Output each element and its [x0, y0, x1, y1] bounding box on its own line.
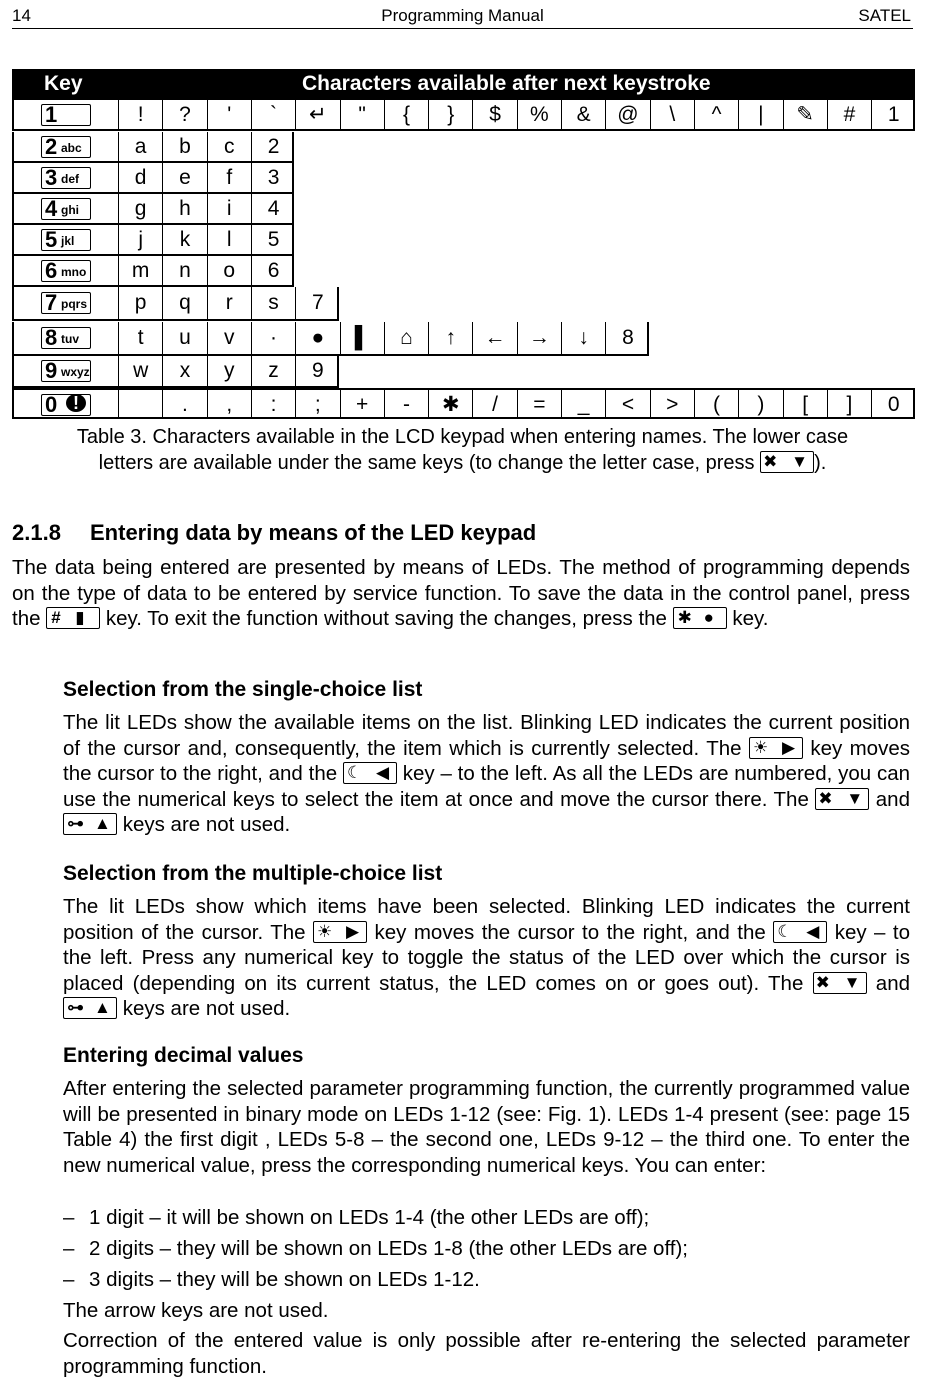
key-letters: mno — [61, 265, 87, 279]
table-cell: 5 — [251, 225, 295, 254]
table-row — [12, 194, 294, 225]
table-cell: ← — [472, 322, 516, 354]
table-cell: z — [251, 356, 295, 386]
key-digit: 0 — [45, 392, 58, 417]
keypad-key-icon — [41, 198, 91, 220]
key-letters: jkl — [61, 234, 75, 248]
table-row — [12, 163, 294, 194]
table-cell: : — [251, 390, 295, 417]
col-chars-header: Characters available after next keystroke — [302, 72, 711, 95]
table-cell: ( — [694, 390, 738, 417]
key-cell — [14, 100, 118, 129]
bullet-dash: – — [63, 1237, 75, 1260]
key-cell — [14, 356, 118, 386]
sun-right-key-icon: ☀ ▶ — [313, 921, 367, 943]
list-item-text: 1 digit – it will be shown on LEDs 1-4 (the other LEDs are off); — [89, 1206, 650, 1229]
key-cell — [14, 194, 118, 223]
table-cell: ↵ — [295, 100, 339, 129]
decimal-heading: Entering decimal values — [63, 1044, 304, 1067]
key-cell — [14, 256, 118, 285]
section-title: Entering data by means of the LED keypad — [90, 520, 537, 545]
multi-choice-text — [63, 894, 910, 1022]
key-digit: 4 — [45, 196, 58, 221]
header-brand: SATEL — [858, 6, 911, 25]
key-letters: ghi — [61, 203, 79, 217]
key-cell — [14, 225, 118, 254]
list-item-text: 2 digits – they will be shown on LEDs 1-8 (the other LEDs are off); — [89, 1237, 688, 1260]
decimal-p2 — [63, 1298, 910, 1324]
table-cell: ` — [251, 100, 295, 129]
key-letters: def — [61, 172, 79, 186]
table-cell: 2 — [251, 132, 295, 161]
decimal-p3 — [63, 1328, 910, 1379]
decimal-p2-text: The arrow keys are not used. — [63, 1299, 329, 1322]
section-number: 2.1.8 — [12, 520, 61, 545]
table-row — [12, 322, 649, 356]
x-down-key-icon: ✖ ▼ — [813, 972, 867, 994]
table-cell: & — [561, 100, 605, 129]
table-cell: y — [207, 356, 251, 386]
table-cell: " — [340, 100, 384, 129]
table-cell: ' — [207, 100, 251, 129]
table-cell: + — [340, 390, 384, 417]
table-cell: p — [118, 287, 162, 319]
table-cell: % — [517, 100, 561, 129]
table-cell: - — [384, 390, 428, 417]
table-cell: = — [517, 390, 561, 417]
table-cell: e — [162, 163, 206, 192]
table-cell: → — [517, 322, 561, 354]
col-key-header: Key — [44, 72, 83, 95]
key-cell — [14, 287, 118, 319]
multi-text-e: keys are not used. — [122, 997, 291, 1020]
table-cell: ⌂ — [384, 322, 428, 354]
table-row — [12, 256, 294, 287]
table-cell — [118, 390, 162, 417]
keypad-key-icon — [41, 327, 91, 349]
table-cell: @ — [605, 100, 649, 129]
table-row — [12, 100, 915, 131]
bullet-dash: – — [63, 1268, 75, 1291]
section-intro — [12, 555, 910, 632]
table-cell: ✱ — [428, 390, 472, 417]
list-item — [63, 1206, 649, 1230]
key-digit: 8 — [45, 325, 58, 350]
bullet-dash: – — [63, 1206, 75, 1229]
single-text-b: key moves the cursor to the right, and the — [63, 736, 910, 785]
list-item-text: 3 digits – they will be shown on LEDs 1-12. — [89, 1268, 480, 1291]
table-cell: 4 — [251, 194, 295, 223]
key-digit: 3 — [45, 165, 58, 190]
single-choice-text — [63, 710, 910, 838]
keypad-key-icon — [41, 229, 91, 251]
key-cell — [14, 390, 118, 417]
table-cell: > — [650, 390, 694, 417]
table-cell: _ — [561, 390, 605, 417]
decimal-text — [63, 1076, 910, 1178]
table-cell: ? — [162, 100, 206, 129]
list-item — [63, 1237, 688, 1261]
multi-choice-heading: Selection from the multiple-choice list — [63, 862, 443, 885]
star-key-icon: ✱ ● — [673, 607, 727, 629]
single-choice-heading: Selection from the single-choice list — [63, 678, 423, 701]
key-digit: 2 — [45, 134, 58, 159]
characters-table — [12, 69, 915, 419]
caption-line1: Table 3. Characters available in the LCD keypad when entering names. The lower case — [76, 426, 849, 448]
key-up-key-icon: ⊶ ▲ — [63, 813, 117, 835]
table-cell: ) — [738, 390, 782, 417]
single-text-d: and — [875, 787, 910, 811]
table-cell: [ — [783, 390, 827, 417]
moon-left-key-icon: ☾ ◀ — [773, 921, 827, 943]
table-cell: ✎ — [783, 100, 827, 129]
keypad-key-icon — [41, 394, 91, 416]
table-cell: j — [118, 225, 162, 254]
table-cell: } — [428, 100, 472, 129]
table-cell: h — [162, 194, 206, 223]
table-cell: b — [162, 132, 206, 161]
keypad-key-icon — [41, 360, 91, 382]
key-letters: ! — [66, 394, 86, 412]
table-cell: m — [118, 256, 162, 285]
page-header — [12, 4, 913, 29]
keypad-key-icon — [41, 136, 91, 158]
table-cell: ! — [118, 100, 162, 129]
table-cell: | — [738, 100, 782, 129]
key-cell — [14, 132, 118, 161]
multi-text-a: The lit LEDs show which items have been selected. Blinking LED indicates the current position of the cursor. The — [63, 895, 910, 944]
table-caption — [12, 424, 913, 476]
table-cell: k — [162, 225, 206, 254]
table-cell: \ — [650, 100, 694, 129]
table-cell: ; — [295, 390, 339, 417]
key-digit: 9 — [45, 358, 58, 383]
sun-right-key-icon: ☀ ▶ — [749, 737, 803, 759]
single-text-a: The lit LEDs show the available items on the list. Blinking LED indicates the current position of the cursor and, consequently, the item which is currently selected. The — [63, 711, 910, 760]
table-cell: ↑ — [428, 322, 472, 354]
table-cell: q — [162, 287, 206, 319]
key-digit: 6 — [45, 258, 58, 283]
table-row — [12, 356, 339, 388]
list-item — [63, 1268, 480, 1292]
table-cell: 1 — [871, 100, 915, 129]
key-letters: tuv — [61, 332, 79, 346]
table-cell: i — [207, 194, 251, 223]
table-row — [12, 388, 915, 419]
table-cell: 6 — [251, 256, 295, 285]
key-digit: 1 — [45, 102, 58, 127]
table-cell: , — [207, 390, 251, 417]
table-cell: . — [162, 390, 206, 417]
table-cell: ● — [295, 322, 339, 354]
table-cell: w — [118, 356, 162, 386]
x-down-key-icon: ✖ ▼ — [760, 451, 814, 473]
x-down-key-icon: ✖ ▼ — [815, 788, 869, 810]
multi-text-b: key moves the cursor to the right, and the — [374, 920, 766, 944]
keypad-key-icon — [41, 292, 91, 314]
table-cell: r — [207, 287, 251, 319]
table-cell: 0 — [871, 390, 915, 417]
table-cell: ] — [827, 390, 871, 417]
table-row — [12, 287, 339, 321]
keypad-key-icon — [41, 104, 91, 126]
table-cell: ^ — [694, 100, 738, 129]
table-cell: t — [118, 322, 162, 354]
table-cell: # — [827, 100, 871, 129]
table-cell: / — [472, 390, 516, 417]
table-cell: ↓ — [561, 322, 605, 354]
caption-end: ). — [814, 452, 827, 474]
decimal-p3-text: Correction of the entered value is only possible after re-entering the selected parameter programming function. — [63, 1329, 910, 1378]
key-cell — [14, 322, 118, 354]
key-letters: wxyz — [61, 365, 90, 379]
intro-text-a: The data being entered are presented by means of LEDs. The method of programming depends on the type of data to be entered by service function. To save the data in the control panel, press the — [12, 556, 910, 630]
table-cell: n — [162, 256, 206, 285]
table-cell: x — [162, 356, 206, 386]
table-cell: u — [162, 322, 206, 354]
table-cell: 8 — [605, 322, 649, 354]
table-cell: a — [118, 132, 162, 161]
table-cell: · — [251, 322, 295, 354]
key-digit: 7 — [45, 290, 58, 315]
table-cell: o — [207, 256, 251, 285]
page-number: 14 — [12, 6, 31, 25]
table-row — [12, 225, 294, 256]
keypad-key-icon — [41, 260, 91, 282]
decimal-p1: After entering the selected parameter programming function, the currently programmed value will be presented in binary mode on LEDs 1-12 (see: Fig. 1). LEDs 1-4 present (see: page 15 Table 4) the first digit , LEDs 5-8 – the second one, LEDs 9-12 – the third one. To enter the new numerical value, press the corresponding numerical keys. You can enter: — [63, 1077, 910, 1177]
key-digit: 5 — [45, 227, 58, 252]
key-up-key-icon: ⊶ ▲ — [63, 997, 117, 1019]
single-text-c: key – to the left. As all the LEDs are numbered, you can use the numerical keys to select the item at once and move the cursor there. The — [63, 762, 910, 811]
table-cell: 3 — [251, 163, 295, 192]
key-letters: abc — [61, 141, 82, 155]
keypad-key-icon — [41, 167, 91, 189]
table-header — [12, 69, 915, 100]
header-title: Programming Manual — [381, 6, 544, 25]
table-cell: g — [118, 194, 162, 223]
intro-text-b: key. To exit the function without saving the changes, press the — [105, 607, 667, 630]
key-cell — [14, 163, 118, 192]
section-heading — [12, 520, 536, 546]
table-cell: $ — [472, 100, 516, 129]
table-cell: d — [118, 163, 162, 192]
intro-text-c: key. — [732, 607, 769, 630]
table-cell: l — [207, 225, 251, 254]
table-cell: ▌ — [340, 322, 384, 354]
table-cell: < — [605, 390, 649, 417]
multi-text-d: and — [875, 971, 911, 995]
moon-left-key-icon: ☾ ◀ — [343, 762, 397, 784]
table-row — [12, 132, 294, 163]
table-cell: c — [207, 132, 251, 161]
table-cell: f — [207, 163, 251, 192]
table-cell: v — [207, 322, 251, 354]
table-cell: 9 — [295, 356, 339, 386]
key-letters: pqrs — [61, 297, 88, 311]
multi-text-c: key – to the left. Press any numerical key to toggle the status of the LED over which the cursor is placed (depending on its current status, the LED comes on or goes out). The — [63, 920, 911, 995]
table-cell: 7 — [295, 287, 339, 319]
table-cell: s — [251, 287, 295, 319]
single-text-e: keys are not used. — [122, 813, 291, 836]
caption-line2: letters are available under the same keys (to change the letter case, press — [98, 452, 755, 474]
table-cell: { — [384, 100, 428, 129]
hash-key-icon: # ▮ — [46, 607, 100, 629]
